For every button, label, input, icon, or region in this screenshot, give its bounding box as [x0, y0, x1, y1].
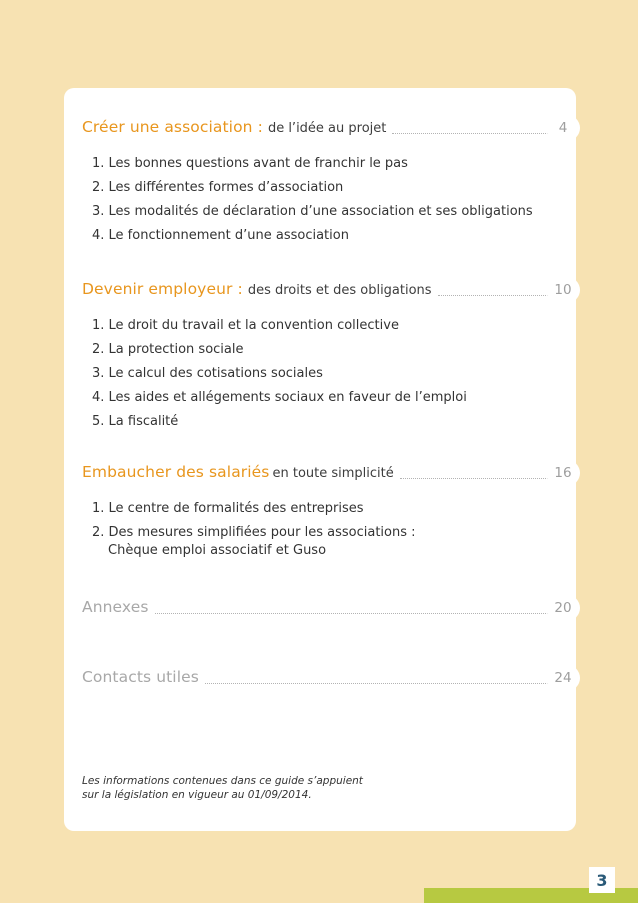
section-page-number: 10 — [546, 277, 580, 303]
section-subtitle: des droits et des obligations — [247, 283, 432, 298]
section-title: Créer une association : — [82, 118, 263, 136]
list-item: 3. Les modalités de déclaration d’une association et ses obligations — [92, 204, 533, 219]
section-subtitle: de l’idée au projet — [267, 121, 387, 136]
section-subtitle: en toute simplicité — [272, 466, 394, 481]
toc-entry-embaucher[interactable] — [82, 463, 552, 483]
section-page-number: 4 — [546, 115, 580, 141]
toc-entry-creer[interactable] — [82, 118, 552, 138]
list-item: 5. La fiscalité — [92, 414, 179, 429]
section-title: Annexes — [82, 598, 149, 616]
section-title: Embaucher des salariés — [82, 463, 270, 481]
page-number: 3 — [589, 867, 615, 893]
toc-entry-devenir[interactable] — [82, 280, 552, 300]
list-item: 1. Les bonnes questions avant de franchir le pas — [92, 156, 408, 171]
section-items — [82, 314, 552, 434]
list-item-text: 2. Des mesures simplifiées pour les associations : — [92, 525, 416, 540]
toc-entry-contacts[interactable] — [82, 668, 552, 688]
section-title: Devenir employeur : — [82, 280, 243, 298]
section-page-number: 16 — [546, 460, 580, 486]
list-item — [92, 521, 552, 559]
dot-leader — [205, 682, 548, 684]
dot-leader — [392, 132, 548, 134]
list-item-continuation: Chèque emploi associatif et Guso — [108, 543, 327, 558]
table-of-contents — [64, 88, 576, 831]
dot-leader — [155, 612, 548, 614]
toc-section-devenir — [82, 280, 572, 434]
list-item: 1. Le centre de formalités des entreprises — [92, 501, 364, 516]
toc-section-contacts — [82, 668, 572, 688]
toc-section-embaucher — [82, 463, 572, 559]
legal-note — [82, 774, 363, 802]
list-item: 4. Le fonctionnement d’une association — [92, 228, 349, 243]
dot-leader — [400, 477, 548, 479]
section-items — [82, 152, 552, 248]
dot-leader — [438, 294, 548, 296]
section-items — [82, 497, 552, 559]
list-item: 1. Le droit du travail et la convention collective — [92, 318, 399, 333]
list-item: 2. La protection sociale — [92, 342, 244, 357]
legal-note-line: sur la législation en vigueur au 01/09/2014. — [82, 789, 312, 801]
toc-entry-annexes[interactable] — [82, 598, 552, 618]
toc-section-annexes — [82, 598, 572, 618]
toc-section-creer — [82, 118, 568, 248]
list-item: 2. Les différentes formes d’association — [92, 180, 344, 195]
section-page-number: 24 — [546, 665, 580, 691]
section-title: Contacts utiles — [82, 668, 199, 686]
list-item: 4. Les aides et allégements sociaux en faveur de l’emploi — [92, 390, 467, 405]
list-item: 3. Le calcul des cotisations sociales — [92, 366, 323, 381]
section-page-number: 20 — [546, 595, 580, 621]
legal-note-line: Les informations contenues dans ce guide s’appuient — [82, 775, 363, 787]
